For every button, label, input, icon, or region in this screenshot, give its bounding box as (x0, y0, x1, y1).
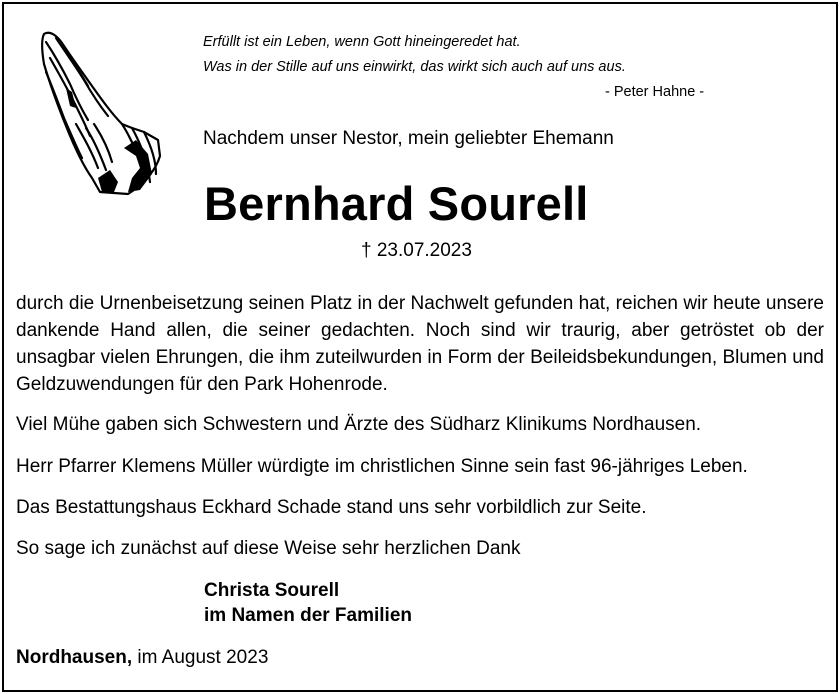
deceased-name: Bernhard Sourell (204, 177, 589, 230)
quote-author: - Peter Hahne - (605, 84, 705, 100)
paragraph-pastor: Herr Pfarrer Klemens Müller würdigte im christlichen Sinne sein fast 96-jähriges Leben. (16, 456, 748, 477)
death-date: † 23.07.2023 (361, 240, 472, 261)
main-paragraph: durch die Urnenbeisetzung seinen Platz in der Nachwelt gefunden hat, reichen wir heute unsere dankende Hand allen, die seiner gedachten. Noch sind wir traurig, aber getröstet ob der unsagbar vielen Ehrungen, die ihm zuteilwurden in Form der Beileidsbekundungen, Blumen und Geldzuwendungen für den Park Hohenrode. (16, 293, 824, 395)
paragraph-clinic: Viel Mühe gaben sich Schwestern und Ärzte des Südharz Klinikums Nordhausen. (16, 414, 702, 435)
place-date (16, 647, 268, 669)
quote-line-1: Erfüllt ist ein Leben, wenn Gott hineingeredet hat. (203, 34, 521, 50)
praying-hands-icon (36, 28, 166, 198)
signature-family: im Namen der Familien (204, 605, 413, 626)
intro-text: Nachdem unser Nestor, mein geliebter Ehemann (203, 128, 614, 149)
paragraph-thanks: So sage ich zunächst auf diese Weise sehr herzlichen Dank (16, 538, 521, 559)
place-month: im August 2023 (132, 647, 269, 668)
place-city: Nordhausen, (16, 647, 133, 668)
paragraph-funeral-home: Das Bestattungshaus Eckhard Schade stand uns sehr vorbildlich zur Seite. (16, 497, 647, 518)
quote-line-2: Was in der Stille auf uns einwirkt, das wirkt sich auch auf uns aus. (203, 59, 626, 75)
signature-name: Christa Sourell (204, 580, 340, 601)
